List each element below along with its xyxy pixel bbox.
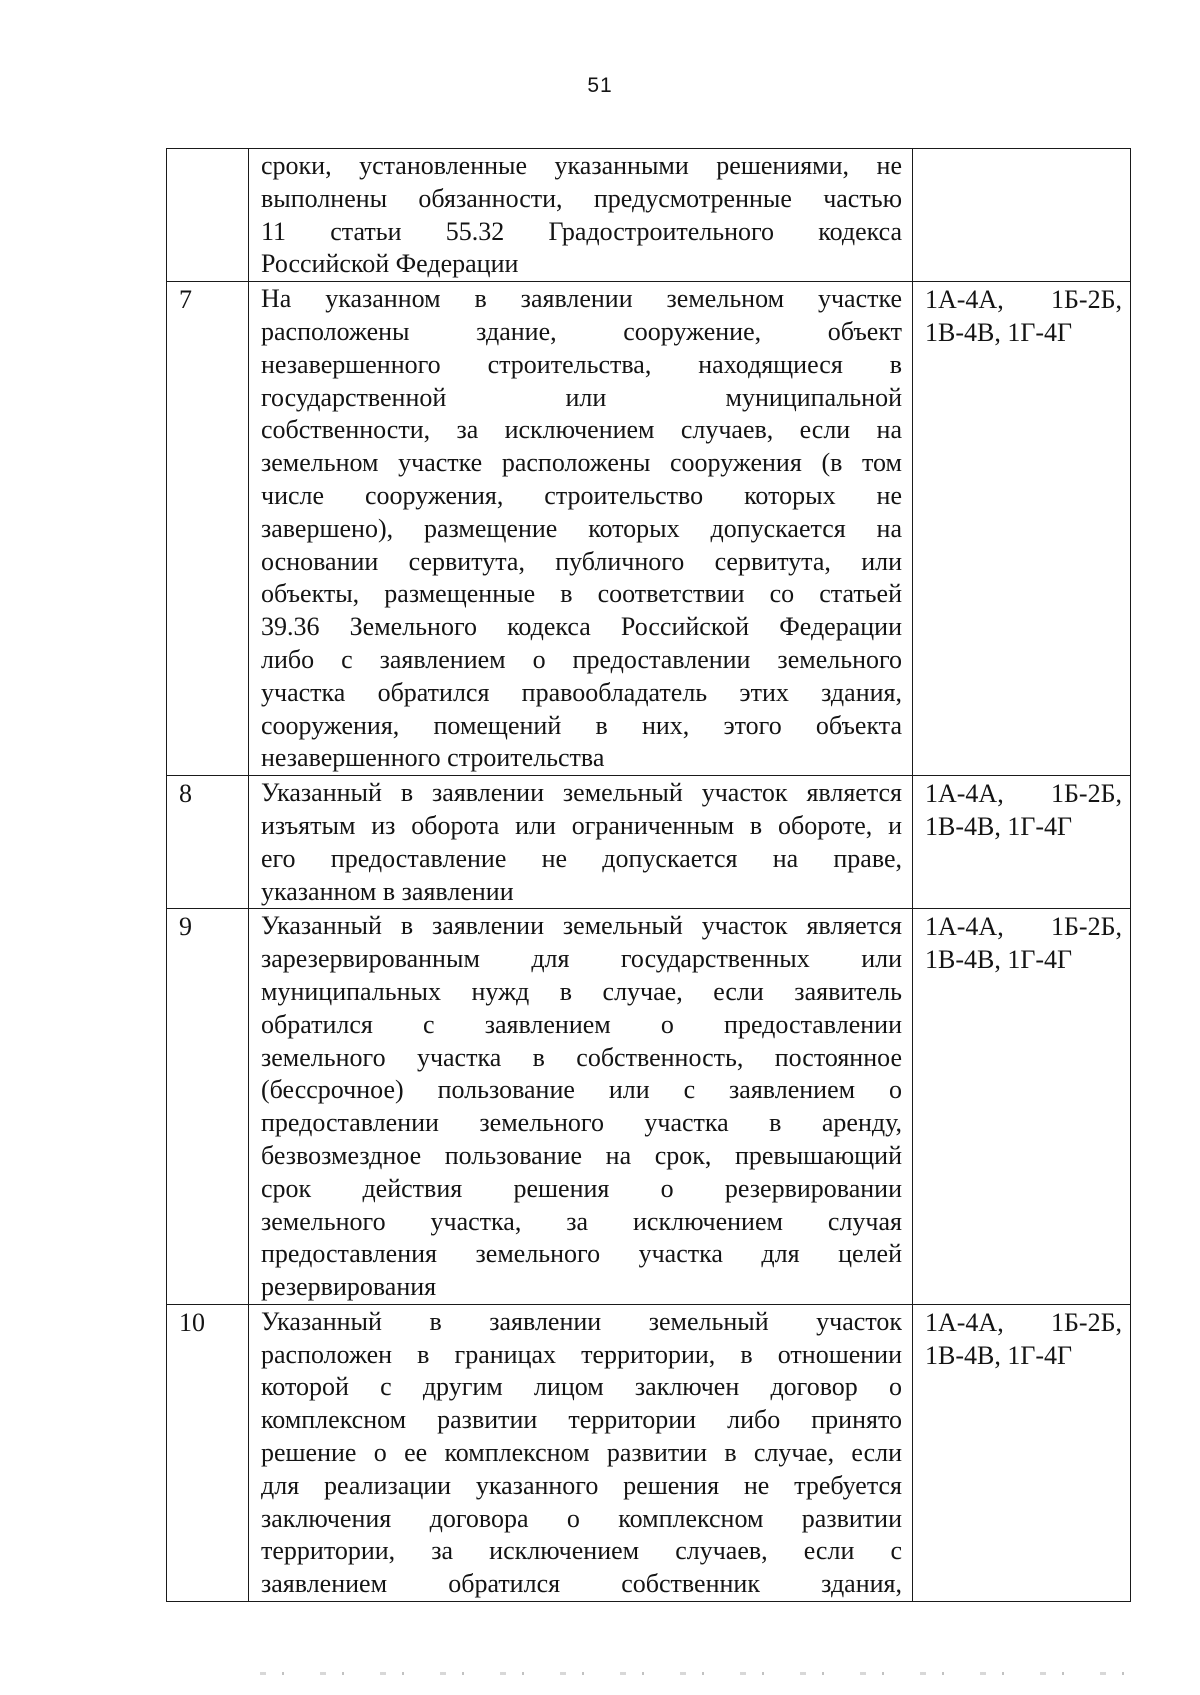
variant-code-line: 1В-4В, 1Г-4Г bbox=[925, 811, 1073, 841]
table-body bbox=[167, 149, 1131, 1602]
ground-text-cell bbox=[249, 776, 913, 909]
ground-text-line: основании сервитута, публичного сервитута, или bbox=[261, 546, 902, 576]
ground-text-line: муниципальных нужд в случае, если заявитель bbox=[261, 976, 902, 1006]
variant-code-line: 1А-4А, 1Б-2Б, bbox=[925, 285, 1122, 315]
ground-text-line: 11 статьи 55.32 Градостроительного кодекса bbox=[261, 216, 902, 246]
ground-text-line: земельном участке расположены сооружения (в том bbox=[261, 448, 902, 478]
table-row bbox=[167, 776, 1131, 909]
ground-text-line: заявлением обратился собственник здания, bbox=[261, 1569, 902, 1599]
ground-text-line: Российской Федерации bbox=[261, 249, 519, 279]
ground-text-line: числе сооружения, строительство которых не bbox=[261, 480, 902, 510]
table-row bbox=[167, 149, 1131, 282]
ground-text-line: земельного участка, за исключением случая bbox=[261, 1206, 902, 1236]
ground-text-cell bbox=[249, 282, 913, 776]
row-number-cell: 8 bbox=[167, 776, 249, 909]
variant-code-line: 1В-4В, 1Г-4Г bbox=[925, 945, 1073, 975]
ground-text-line: комплексном развитии территории либо принято bbox=[261, 1405, 902, 1435]
table-row bbox=[167, 282, 1131, 776]
variant-codes-cell bbox=[913, 149, 1131, 282]
table-row bbox=[167, 909, 1131, 1305]
ground-text-line: незавершенного строительства, находящиеся в bbox=[261, 349, 902, 379]
ground-text-line: земельного участка в собственность, постоянное bbox=[261, 1042, 902, 1072]
ground-text-line: безвозмездное пользование на срок, превышающий bbox=[261, 1140, 902, 1170]
ground-text-cell bbox=[249, 1304, 913, 1601]
variant-codes-cell bbox=[913, 282, 1131, 776]
ground-text-line: решение о ее комплексном развитии в случае, если bbox=[261, 1438, 902, 1468]
variant-codes-cell bbox=[913, 909, 1131, 1305]
ground-text-line: предоставления земельного участка для целей bbox=[261, 1239, 902, 1269]
variant-codes-cell bbox=[913, 776, 1131, 909]
ground-text-line: предоставлении земельного участка в аренду, bbox=[261, 1108, 902, 1138]
ground-text-line: зарезервированным для государственных или bbox=[261, 944, 902, 974]
ground-text-line: На указанном в заявлении земельном участке bbox=[261, 284, 902, 314]
ground-text-line: незавершенного строительства bbox=[261, 743, 605, 773]
ground-text-line: участка обратился правообладатель этих здания, bbox=[261, 677, 902, 707]
variant-code-line: 1А-4А, 1Б-2Б, bbox=[925, 1307, 1122, 1337]
ground-text-line: обратился с заявлением о предоставлении bbox=[261, 1009, 902, 1039]
ground-text-line: Указанный в заявлении земельный участок является bbox=[261, 911, 902, 941]
ground-text-line: сооружения, помещений в них, этого объекта bbox=[261, 710, 902, 740]
variant-code-line: 1А-4А, 1Б-2Б, bbox=[925, 779, 1122, 809]
row-number-cell: 7 bbox=[167, 282, 249, 776]
row-number-cell: 10 bbox=[167, 1304, 249, 1601]
variant-code-line: 1В-4В, 1Г-4Г bbox=[925, 317, 1073, 347]
ground-text-line: расположен в границах территории, в отношении bbox=[261, 1339, 902, 1369]
ground-text-line: 39.36 Земельного кодекса Российской Федерации bbox=[261, 612, 902, 642]
ground-text-line: завершено), размещение которых допускается на bbox=[261, 513, 902, 543]
ground-text-line: резервирования bbox=[261, 1272, 437, 1302]
ground-text-line: либо с заявлением о предоставлении земельного bbox=[261, 644, 902, 674]
ground-text-cell bbox=[249, 149, 913, 282]
ground-text-line: Указанный в заявлении земельный участок bbox=[261, 1306, 902, 1336]
grounds-table bbox=[166, 148, 1131, 1602]
ground-text-line: его предоставление не допускается на праве, bbox=[261, 843, 902, 873]
ground-text-line: собственности, за исключением случаев, если на bbox=[261, 415, 902, 445]
ground-text-cell bbox=[249, 909, 913, 1305]
ground-text-line: территории, за исключением случаев, если с bbox=[261, 1536, 902, 1566]
table-row bbox=[167, 1304, 1131, 1601]
page-number: 51 bbox=[587, 74, 613, 97]
ground-text-line: срок действия решения о резервировании bbox=[261, 1173, 902, 1203]
row-number-cell: 9 bbox=[167, 909, 249, 1305]
variant-codes-cell bbox=[913, 1304, 1131, 1601]
ground-text-line: для реализации указанного решения не требуется bbox=[261, 1470, 902, 1500]
scan-artifact bbox=[260, 1672, 1160, 1675]
ground-text-line: заключения договора о комплексном развитии bbox=[261, 1503, 902, 1533]
ground-text-line: которой с другим лицом заключен договор о bbox=[261, 1372, 902, 1402]
variant-code-line: 1А-4А, 1Б-2Б, bbox=[925, 912, 1122, 942]
ground-text-line: указанном в заявлении bbox=[261, 876, 514, 906]
ground-text-line: объекты, размещенные в соответствии со статьей bbox=[261, 579, 902, 609]
ground-text-line: Указанный в заявлении земельный участок является bbox=[261, 778, 902, 808]
ground-text-line: изъятым из оборота или ограниченным в обороте, и bbox=[261, 810, 902, 840]
ground-text-line: выполнены обязанности, предусмотренные частью bbox=[261, 183, 902, 213]
ground-text-line: государственной или муниципальной bbox=[261, 382, 902, 412]
ground-text-line: сроки, установленные указанными решениями, не bbox=[261, 151, 902, 180]
ground-text-line: (бессрочное) пользование или с заявлением о bbox=[261, 1075, 902, 1105]
variant-code-line: 1В-4В, 1Г-4Г bbox=[925, 1340, 1073, 1370]
ground-text-line: расположены здание, сооружение, объект bbox=[261, 316, 902, 346]
row-number-cell bbox=[167, 149, 249, 282]
